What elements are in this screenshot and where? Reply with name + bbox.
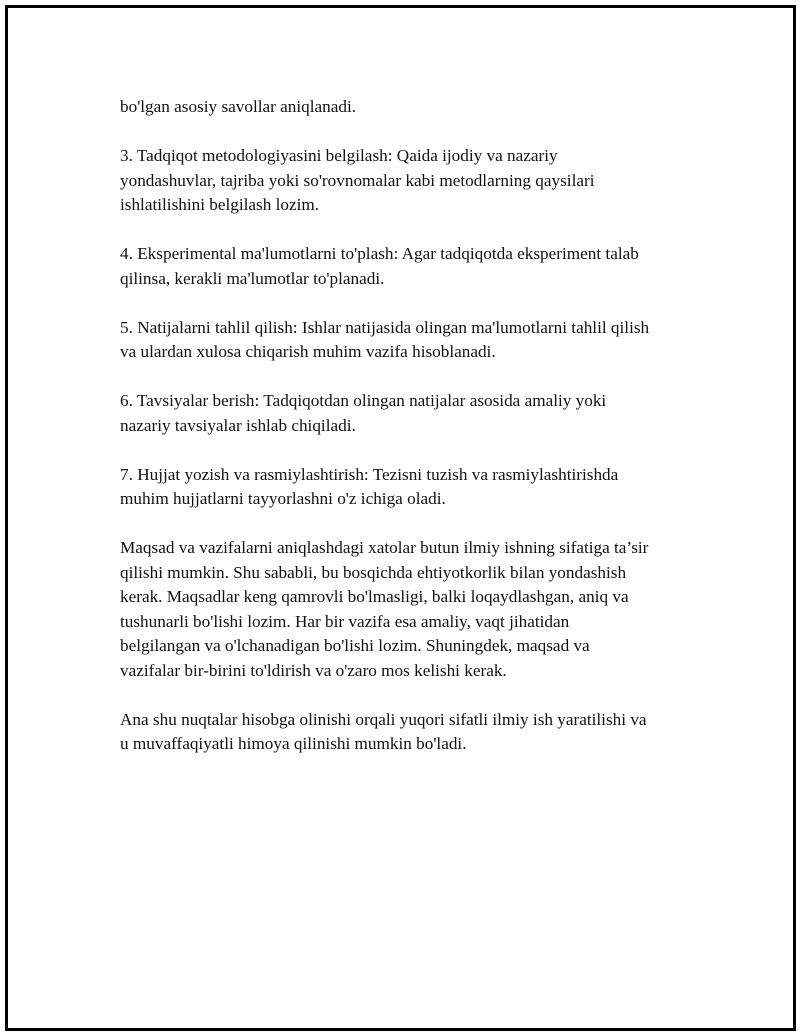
paragraph-step-6: 6. Tavsiyalar berish: Tadqiqotdan olingan natijalar asosida amaliy yoki nazariy tavsiyalar ishlab chiqiladi. [120, 391, 607, 435]
document-page [5, 5, 796, 1031]
paragraph-step-5: 5. Natijalarni tahlil qilish: Ishlar natijasida olingan ma'lumotlarni tahlil qilish va ulardan xulosa chiqarish muhim vazifa hisoblanadi. [120, 317, 650, 361]
paragraph-errors: Maqsad va vazifalarni aniqlashdagi xatolar butun ilmiy ishning sifatiga ta’sir qilishi mumkin. Shu sababli, bu bosqichda ehtiyotkorlik bilan yondashish kerak. Maqsadlar keng qamrovli bo'lmasligi, balki loqaydlashgan, aniq va tushunarli bo'lishi lozim. Har bir vazifa esa amaliy, vaqt jihatidan belgilangan va o'lchanadigan bo'lishi lozim. Shuningdek, maqsad va vazifalar bir-birini to'ldirish va o'zaro mos kelishi kerak. [120, 538, 649, 680]
paragraph-step-7: 7. Hujjat yozish va rasmiylashtirish: Tezisni tuzish va rasmiylashtirishda muhim hujjatlarni tayyorlashni o'z ichiga oladi. [120, 464, 619, 508]
paragraph-conclusion: Ana shu nuqtalar hisobga olinishi orqali yuqori sifatli ilmiy ish yaratilishi va u muvaffaqiyatli himoya qilinishi mumkin bo'ladi. [120, 709, 647, 753]
paragraph-intro-continuation: bo'lgan asosiy savollar aniqlanadi. [120, 97, 357, 116]
paragraph-step-4: 4. Eksperimental ma'lumotlarni to'plash: Agar tadqiqotda eksperiment talab qilinsa, kerakli ma'lumotlar to'planadi. [120, 244, 639, 288]
paragraph-step-3: 3. Tadqiqot metodologiyasini belgilash: Qaida ijodiy va nazariy yondashuvlar, tajriba yoki so'rovnomalar kabi metodlarning qaysilari ishlatilishini belgilash lozim. [120, 146, 595, 214]
document-body [120, 95, 710, 781]
